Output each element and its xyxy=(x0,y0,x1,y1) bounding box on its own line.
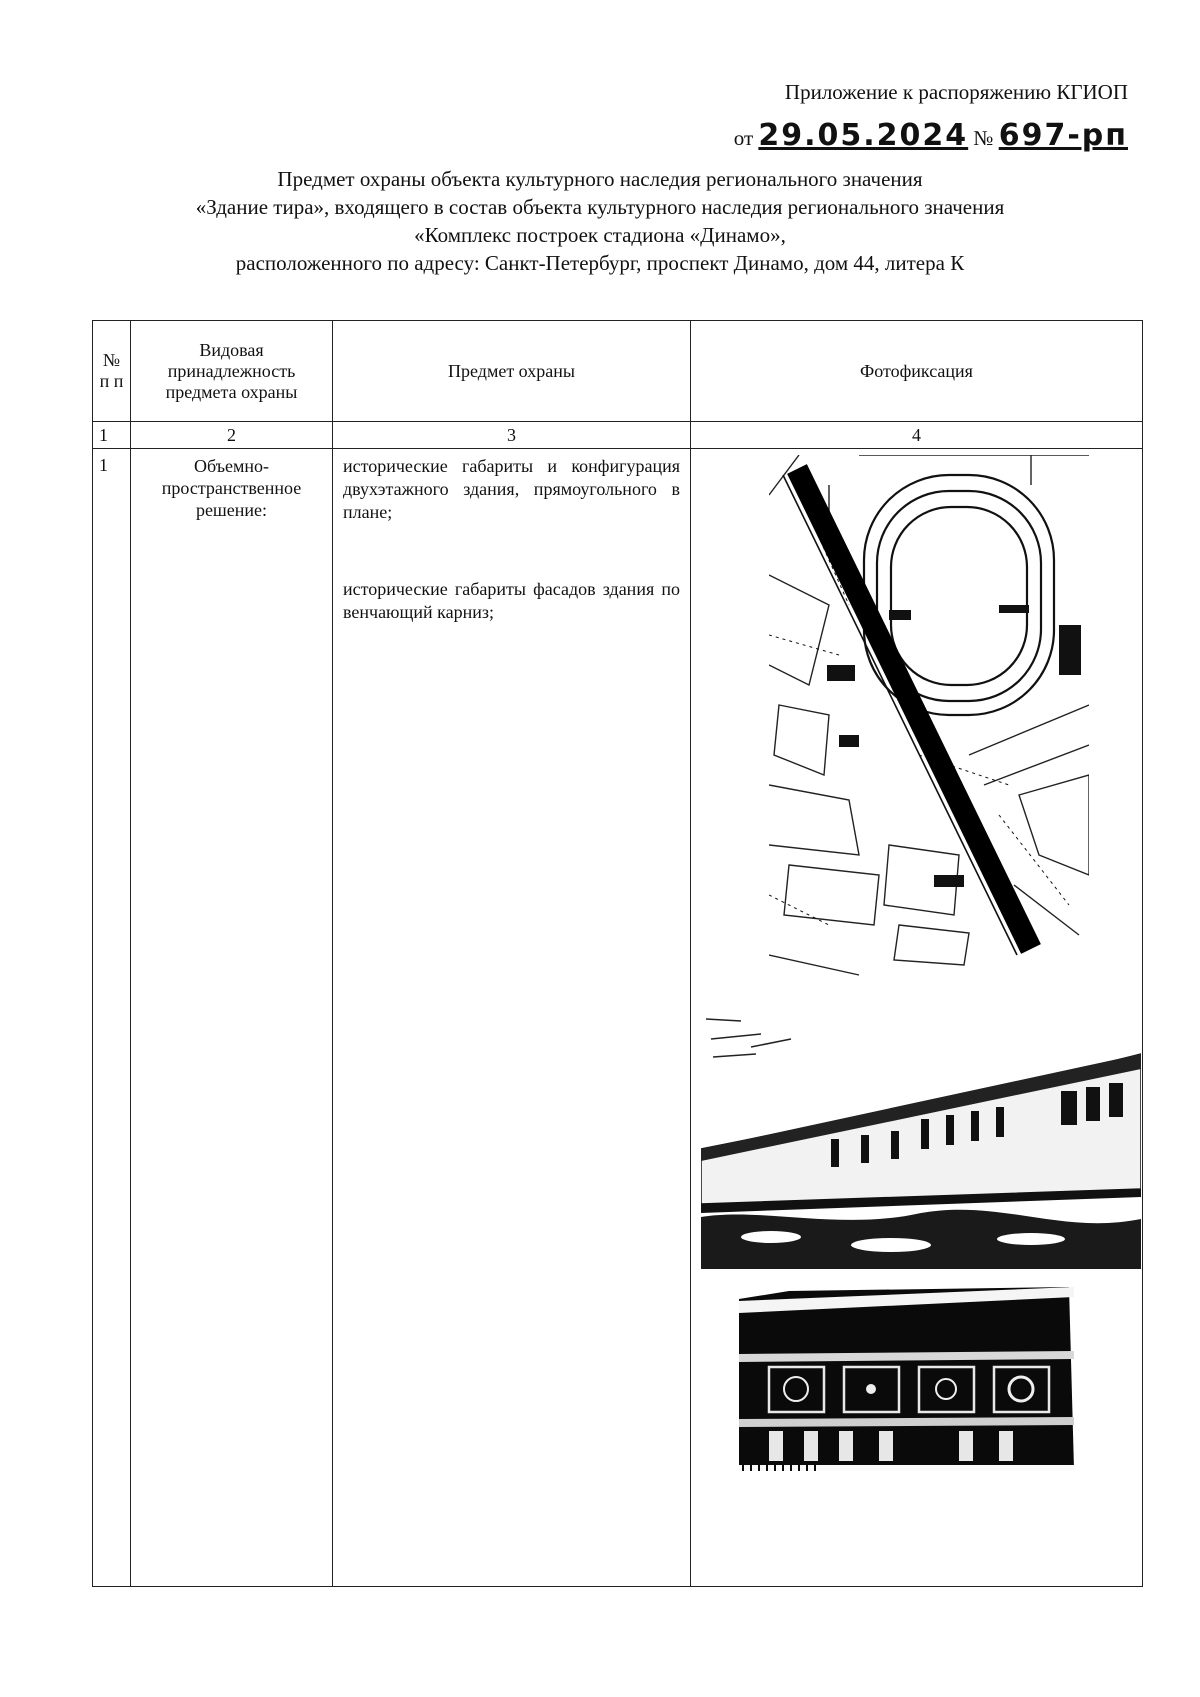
order-prefix: от xyxy=(733,126,754,150)
order-number-label: № xyxy=(973,126,994,150)
photo-cell xyxy=(691,449,1143,1587)
header-photo: Фотофиксация xyxy=(691,321,1143,422)
document-title xyxy=(60,165,1140,277)
column-number-1: 1 xyxy=(93,422,131,449)
header-subject: Предмет охраны xyxy=(333,321,691,422)
title-line: Предмет охраны объекта культурного наследия регионального значения xyxy=(277,167,923,191)
row-number: 1 xyxy=(93,449,131,1587)
title-line: «Комплекс построек стадиона «Динамо», xyxy=(414,223,786,247)
order-date: 29.05.2024 xyxy=(758,118,969,153)
protection-item: исторические габариты и конфигурация двухэтажного здания, прямоугольного в плане; xyxy=(343,456,680,522)
title-line: «Здание тира», входящего в состав объекта культурного наследия регионального значения xyxy=(195,195,1005,219)
site-plan-image xyxy=(769,455,1089,985)
order-reference xyxy=(734,118,1128,153)
protection-item: исторические габариты фасадов здания по венчающий карниз; xyxy=(343,579,680,622)
order-number: 697-рп xyxy=(998,118,1128,153)
protection-subject-table xyxy=(92,320,1143,1587)
appendix-label: Приложение к распоряжению КГИОП xyxy=(784,80,1128,104)
row-category: Объемно-пространственное решение: xyxy=(131,449,333,1587)
column-number-4: 4 xyxy=(691,422,1143,449)
facade-closeup-image xyxy=(729,1279,1079,1479)
table-row xyxy=(93,449,1143,1587)
facade-photo-image xyxy=(701,999,1141,1269)
row-items xyxy=(333,449,691,1587)
column-number-3: 3 xyxy=(333,422,691,449)
column-number-2: 2 xyxy=(131,422,333,449)
header-number: № п п xyxy=(93,321,131,422)
title-line: расположенного по адресу: Санкт-Петербург, проспект Динамо, дом 44, литера К xyxy=(235,251,965,275)
header-category: Видовая принадлежность предмета охраны xyxy=(131,321,333,422)
